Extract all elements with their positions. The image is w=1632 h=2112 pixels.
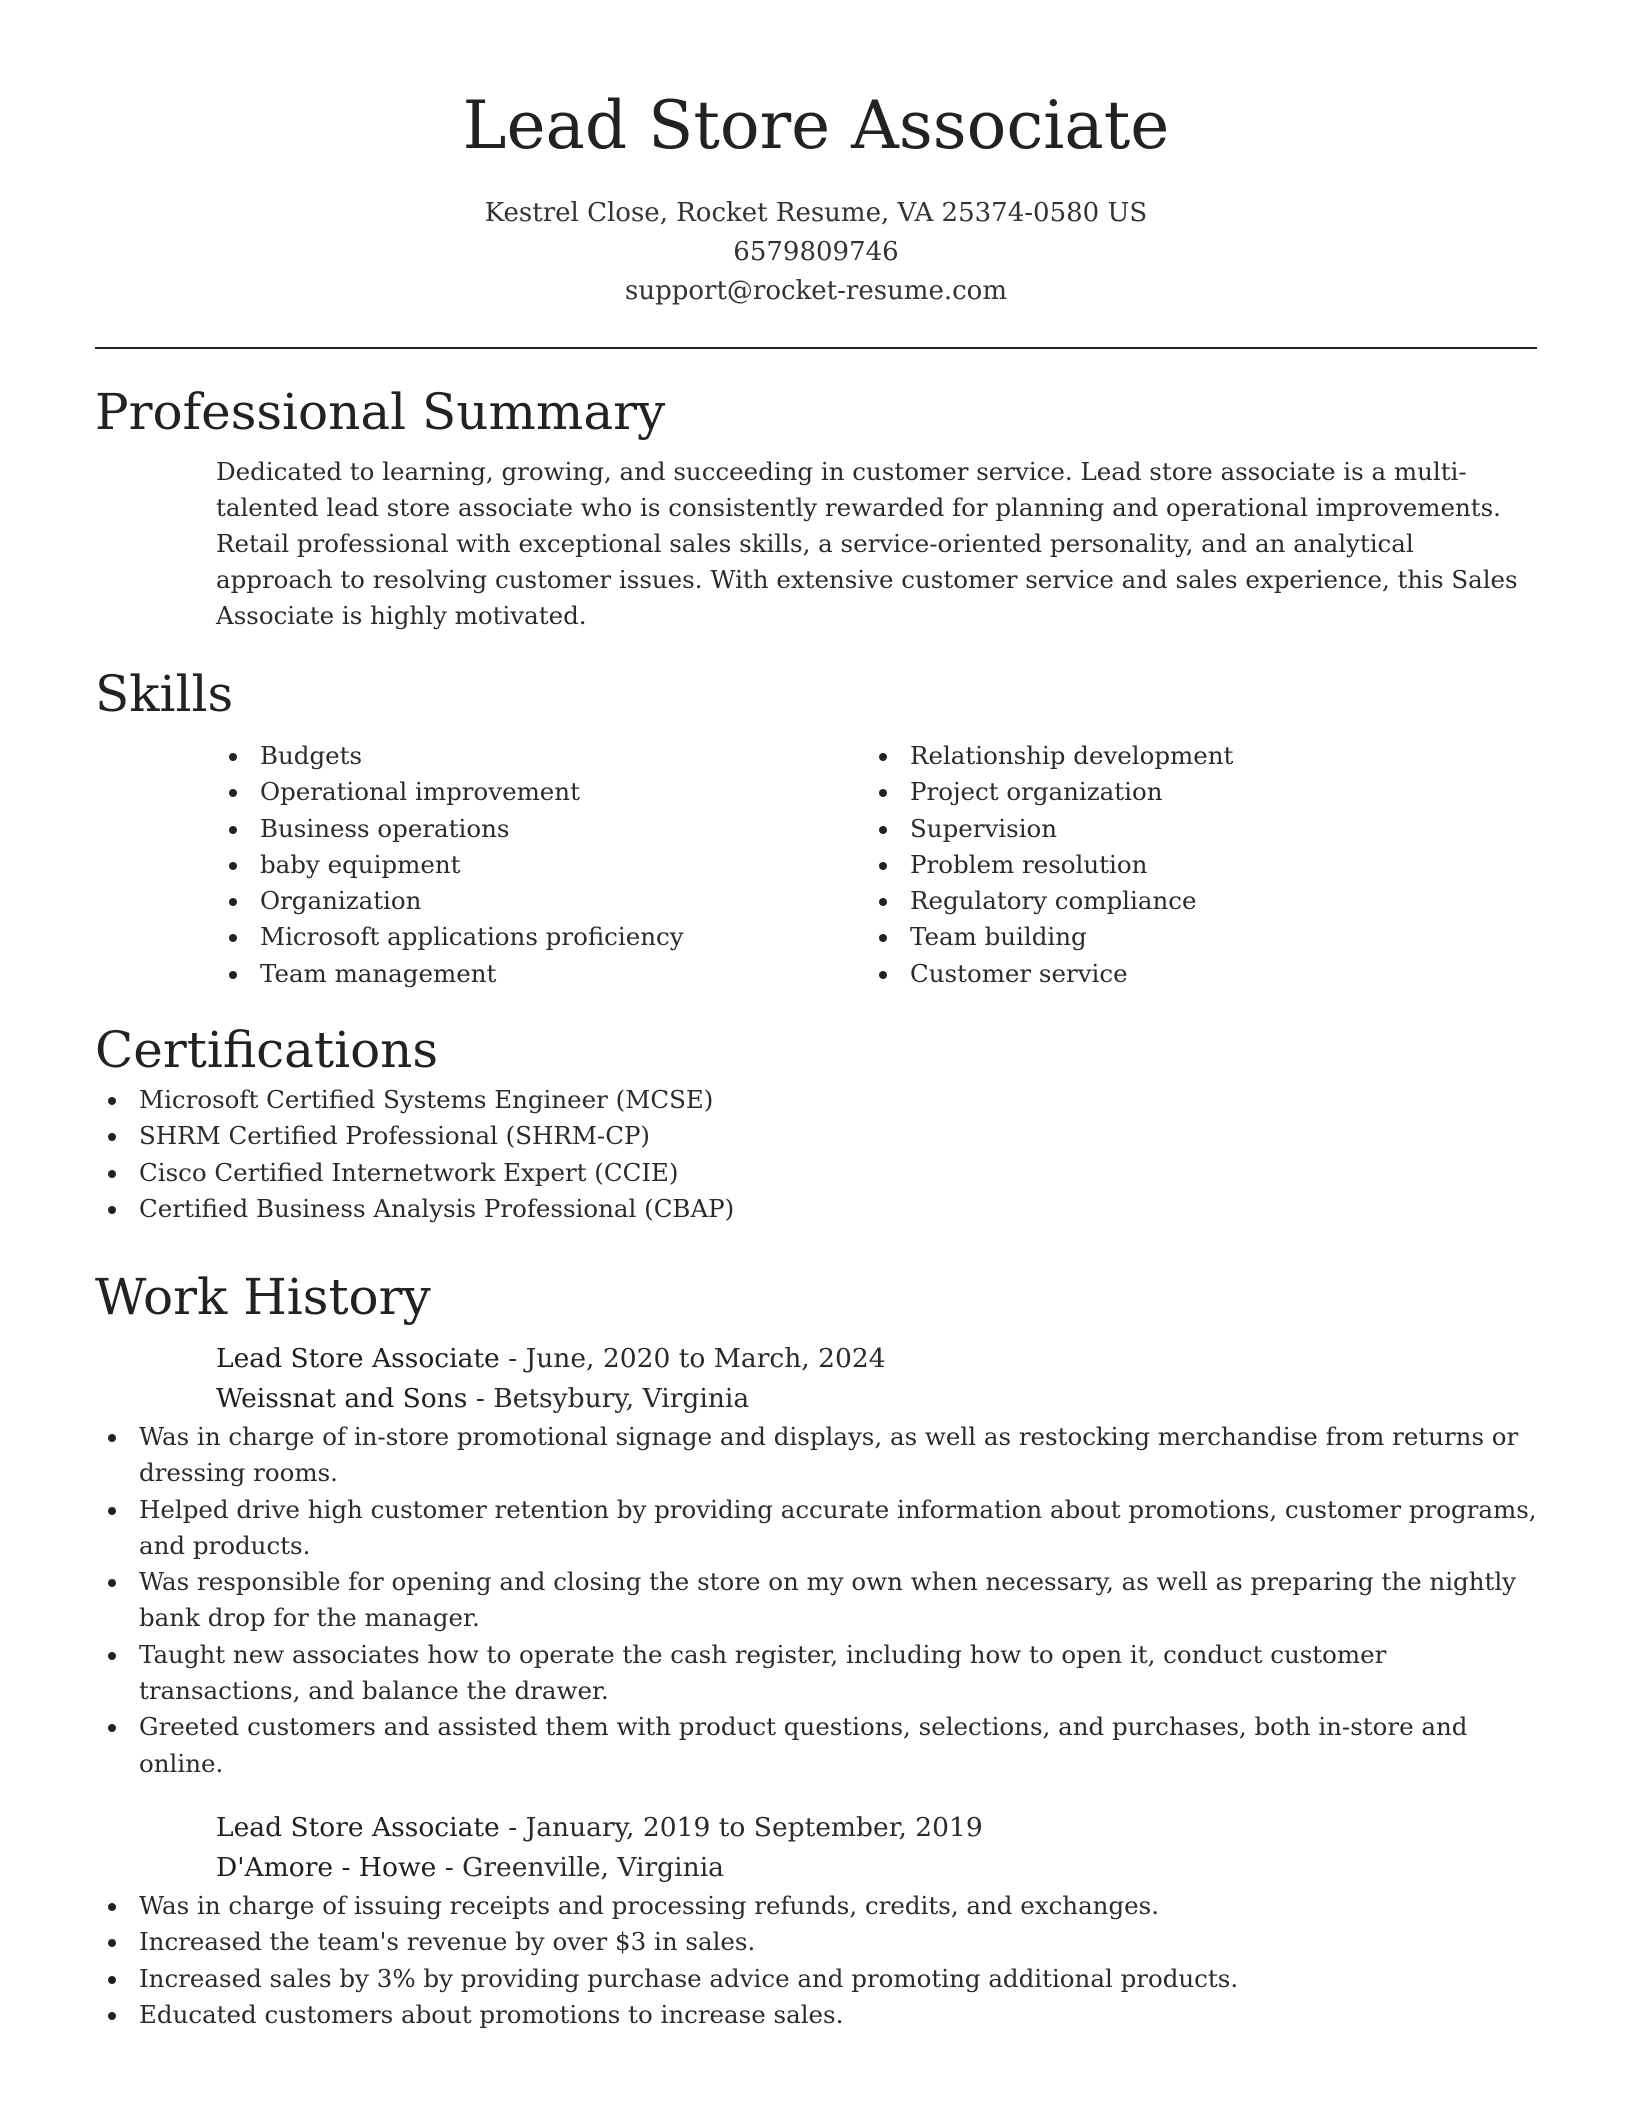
job-location: Greenville, Virginia	[462, 1851, 724, 1883]
summary-section	[95, 380, 1537, 634]
job-bullets	[95, 1888, 1537, 2033]
job-bullet: Was in charge of in-store promotional signage and displays, as well as restocking merchandise from returns or dressing rooms.	[95, 1419, 1537, 1492]
certification-item: Cisco Certified Internetwork Expert (CCIE)	[95, 1155, 1537, 1191]
summary-text: Dedicated to learning, growing, and succeeding in customer service. Lead store associate is a multi-talented lead store associate who is consistently rewarded for planning and operational improvements. Retail professional with exceptional sales skills, a service-oriented personality, and an analytical approach to resolving customer issues. With extensive customer service and sales experience, this Sales Associate is highly motivated.	[216, 457, 1518, 630]
skills-column-left	[216, 738, 866, 992]
skill-item: Team building	[866, 919, 1516, 955]
job-separator: -	[508, 1811, 526, 1843]
skill-item: Microsoft applications proficiency	[216, 919, 866, 955]
job-bullet: Educated customers about promotions to increase sales.	[95, 1997, 1537, 2033]
job-title-line	[216, 1808, 1537, 1848]
candidate-name: Lead Store Associate	[462, 87, 1170, 164]
job-separator: -	[508, 1343, 526, 1374]
skills-grid	[216, 738, 1537, 992]
certification-item: SHRM Certified Professional (SHRM-CP)	[95, 1118, 1537, 1154]
job-company-line	[216, 1379, 1537, 1419]
job-dates: January, 2019 to September, 2019	[525, 1811, 983, 1843]
skill-item: Business operations	[216, 811, 866, 847]
job-location: Betsybury, Virginia	[493, 1383, 750, 1414]
resume-page	[95, 0, 1537, 2029]
job-title: Lead Store Associate	[216, 1811, 500, 1843]
skills-title: Skills	[95, 665, 234, 723]
contact-address: Kestrel Close, Rocket Resume, VA 25374-0580 US	[484, 198, 1148, 228]
job-bullet: Increased sales by 3% by providing purchase advice and promoting additional products.	[95, 1961, 1537, 1997]
skill-item: Regulatory compliance	[866, 883, 1516, 919]
job-bullet: Was in charge of issuing receipts and processing refunds, credits, and exchanges.	[95, 1888, 1537, 1924]
certification-item: Certified Business Analysis Professional (CBAP)	[95, 1191, 1537, 1227]
skill-item: Customer service	[866, 956, 1516, 992]
certifications-list	[95, 1082, 1537, 1227]
certifications-title: Certifications	[95, 1021, 439, 1079]
job-bullets	[95, 1419, 1537, 1782]
job-bullet: Helped drive high customer retention by providing accurate information about promotions, customer programs, and products.	[95, 1492, 1537, 1565]
work-history-title: Work History	[95, 1268, 431, 1326]
job-company: D'Amore - Howe	[216, 1851, 437, 1883]
header-divider	[95, 347, 1537, 349]
job-separator: -	[475, 1383, 494, 1414]
job-title-line	[216, 1339, 1537, 1379]
skill-item: Budgets	[216, 738, 866, 774]
certification-item: Microsoft Certified Systems Engineer (MCSE)	[95, 1082, 1537, 1118]
job-entry	[95, 1339, 1537, 1782]
certifications-section	[95, 1018, 1537, 1227]
summary-title: Professional Summary	[95, 383, 666, 441]
work-history-section	[95, 1265, 1537, 2033]
job-separator: -	[444, 1851, 463, 1883]
job-dates: June, 2020 to March, 2024	[525, 1343, 886, 1374]
job-company-line	[216, 1848, 1537, 1888]
job-bullet: Was responsible for opening and closing the store on my own when necessary, as well as preparing the nightly bank drop for the manager.	[95, 1564, 1537, 1637]
resume-header	[95, 0, 1537, 311]
contact-phone: 6579809746	[733, 237, 899, 267]
skill-item: Operational improvement	[216, 774, 866, 810]
skill-item: Organization	[216, 883, 866, 919]
skill-item: Supervision	[866, 811, 1516, 847]
skill-item: Project organization	[866, 774, 1516, 810]
job-bullet: Greeted customers and assisted them with product questions, selections, and purchases, both in-store and online.	[95, 1709, 1537, 1782]
skills-section	[95, 662, 1537, 992]
contact-info	[95, 194, 1537, 311]
skill-item: Team management	[216, 956, 866, 992]
skill-item: baby equipment	[216, 847, 866, 883]
job-entry	[95, 1808, 1537, 2033]
job-company: Weissnat and Sons	[216, 1383, 468, 1414]
job-title: Lead Store Associate	[216, 1343, 500, 1374]
skills-column-right	[866, 738, 1516, 992]
skill-item: Relationship development	[866, 738, 1516, 774]
job-bullet: Taught new associates how to operate the cash register, including how to open it, conduct customer transactions, and balance the drawer.	[95, 1637, 1537, 1710]
skill-item: Problem resolution	[866, 847, 1516, 883]
job-bullet: Increased the team's revenue by over $3 in sales.	[95, 1924, 1537, 1960]
contact-email: support@rocket-resume.com	[624, 276, 1007, 306]
